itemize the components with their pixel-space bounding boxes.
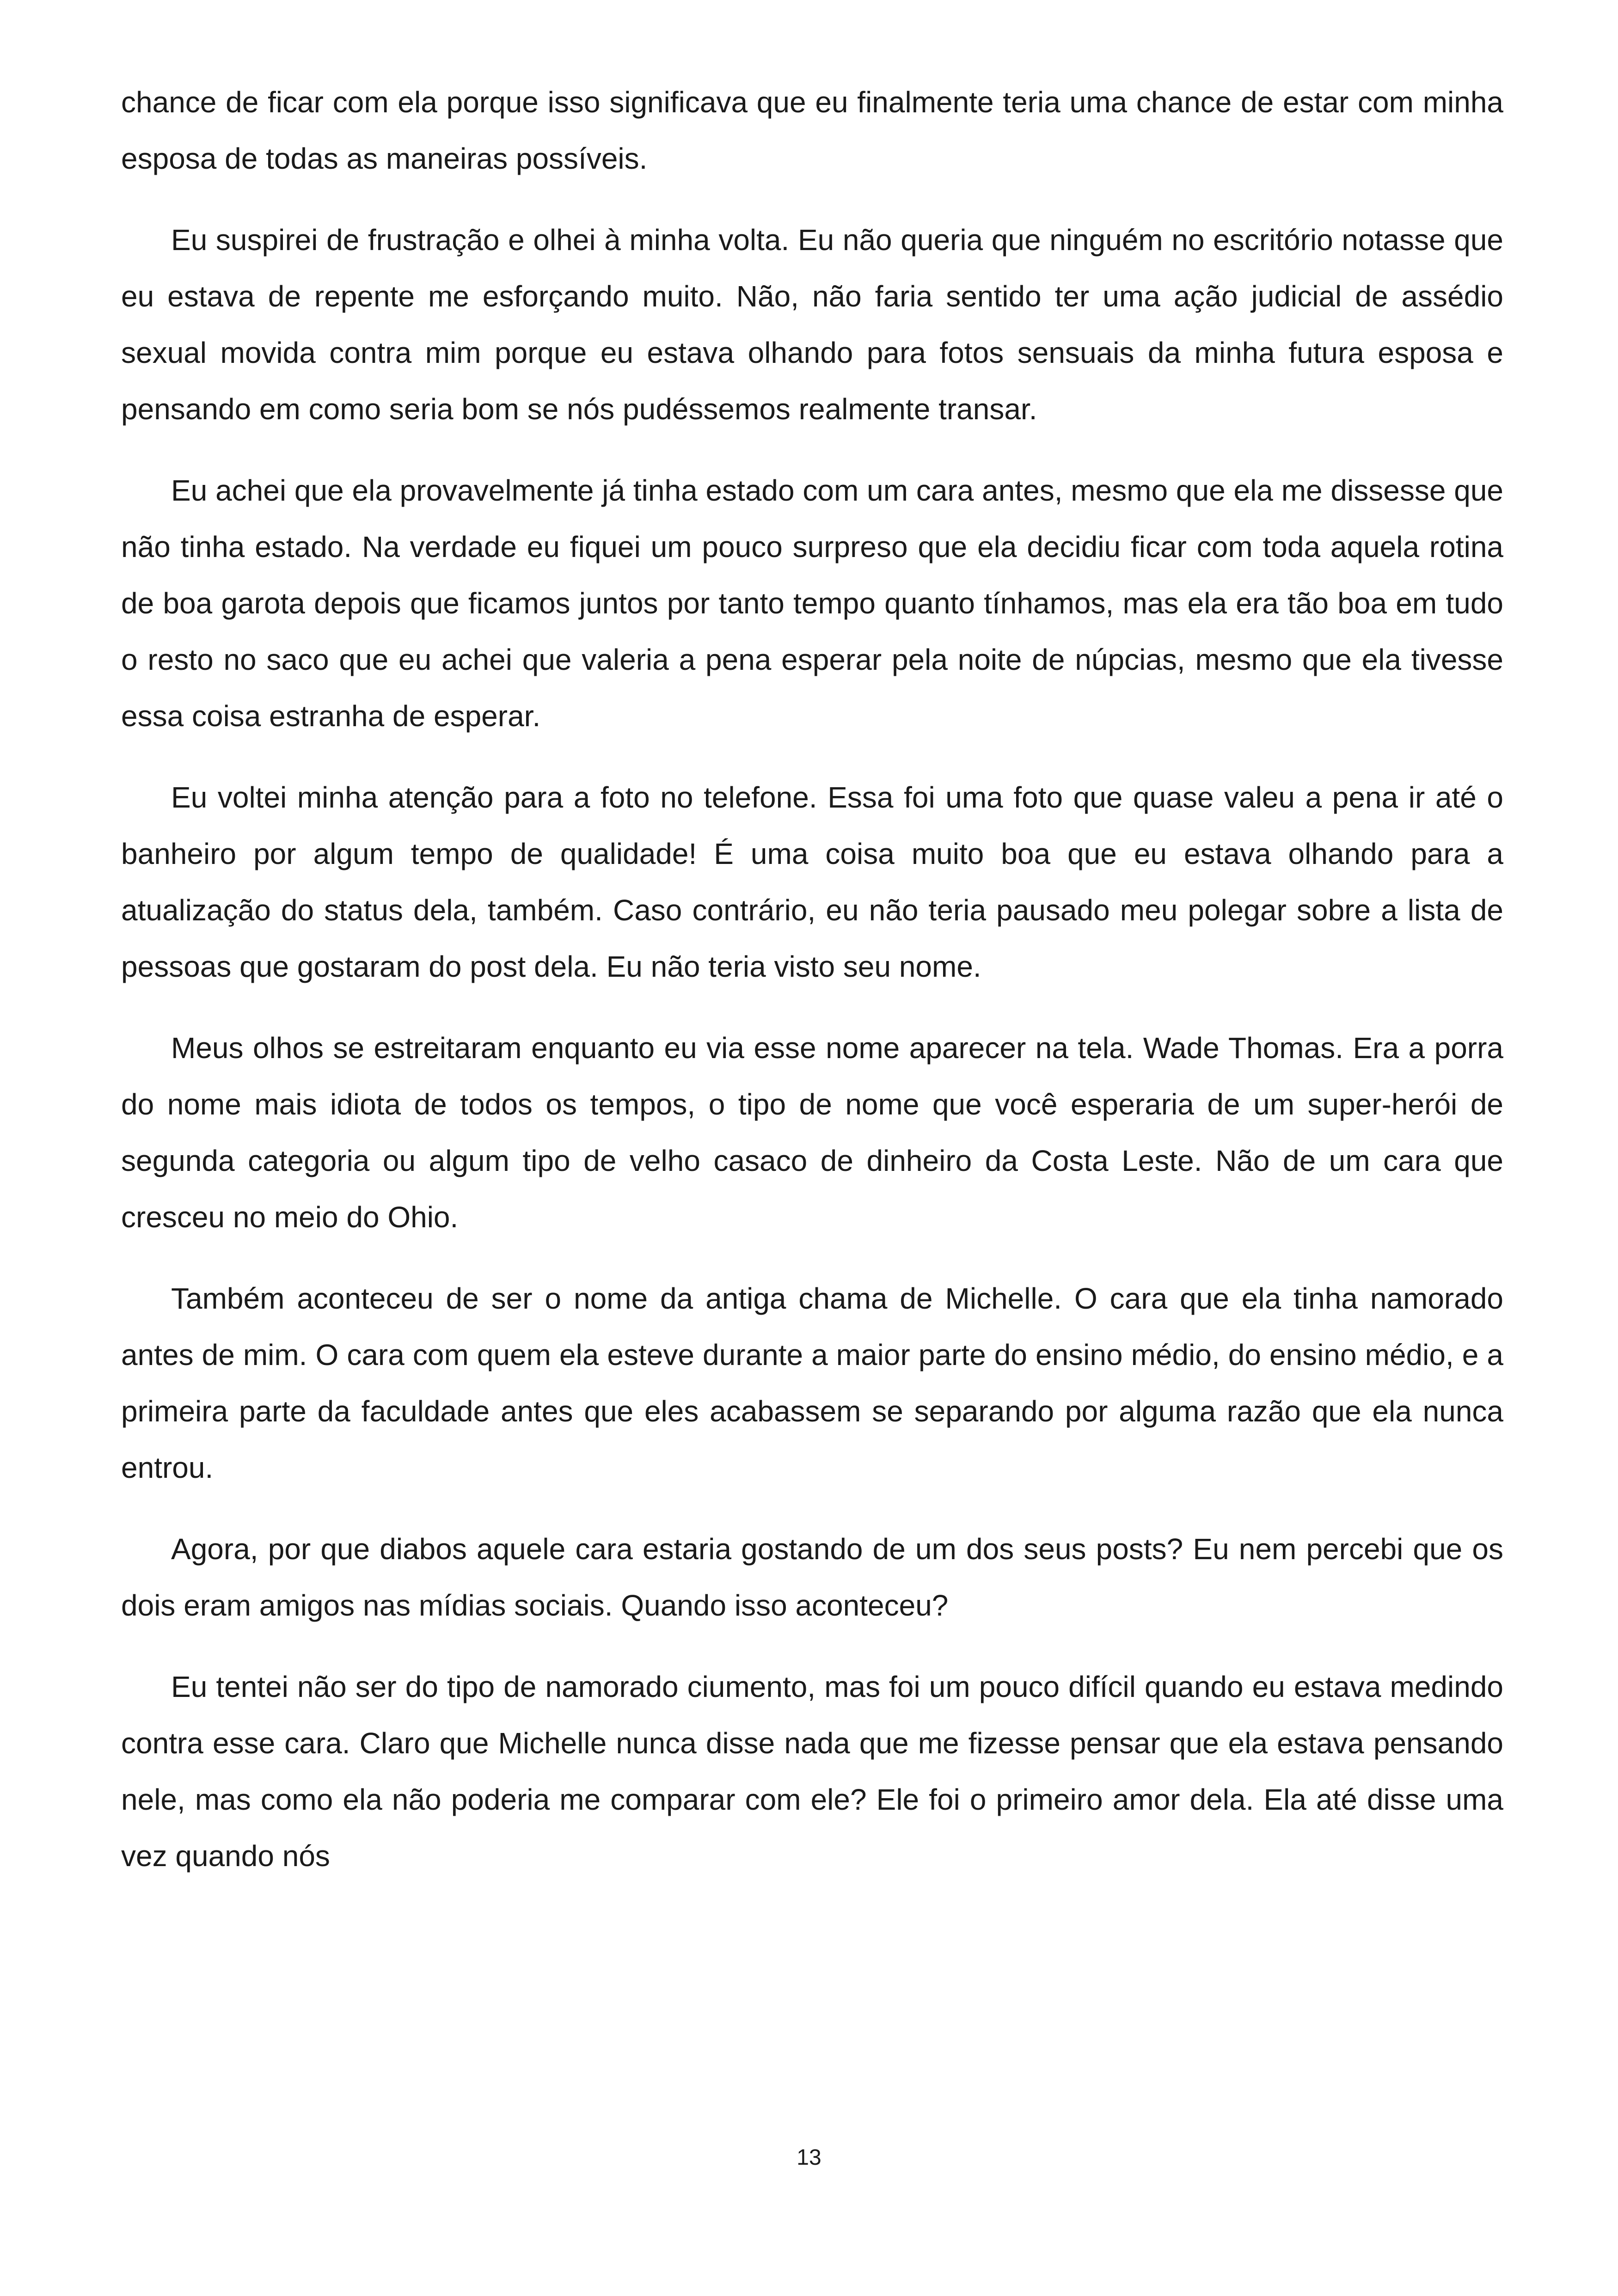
- paragraph: chance de ficar com ela porque isso significava que eu finalmente teria uma chance de estar com minha esposa de todas as maneiras possíveis.: [121, 86, 1503, 175]
- paragraph: Também aconteceu de ser o nome da antiga chama de Michelle. O cara que ela tinha namorado antes de mim. O cara com quem ela esteve durante a maior parte do ensino médio, do ensino médio, e a primeira parte da faculdade antes que eles acabassem se separando por alguma razão que ela nunca entrou.: [121, 1282, 1503, 1484]
- page-number: 13: [797, 2145, 821, 2170]
- body-text: [121, 74, 1503, 1909]
- paragraph: Eu tentei não ser do tipo de namorado ciumento, mas foi um pouco difícil quando eu estava medindo contra esse cara. Claro que Michelle nunca disse nada que me fizesse pensar que ela estava pensando nele, mas como ela não poderia me comparar com ele? Ele foi o primeiro amor dela. Ela até disse uma vez quando nós: [121, 1670, 1503, 1873]
- paragraph: Agora, por que diabos aquele cara estaria gostando de um dos seus posts? Eu nem percebi que os dois eram amigos nas mídias sociais. Quando isso aconteceu?: [121, 1532, 1503, 1622]
- paragraph: Eu achei que ela provavelmente já tinha estado com um cara antes, mesmo que ela me dissesse que não tinha estado. Na verdade eu fiquei um pouco surpreso que ela decidiu ficar com toda aquela rotina de boa garota depois que ficamos juntos por tanto tempo quanto tínhamos, mas ela era tão boa em tudo o resto no saco que eu achei que valeria a pena esperar pela noite de núpcias, mesmo que ela tivesse essa coisa estranha de esperar.: [121, 474, 1503, 733]
- paragraph: Eu suspirei de frustração e olhei à minha volta. Eu não queria que ninguém no escritório notasse que eu estava de repente me esforçando muito. Não, não faria sentido ter uma ação judicial de assédio sexual movida contra mim porque eu estava olhando para fotos sensuais da minha futura esposa e pensando em como seria bom se nós pudéssemos realmente transar.: [121, 223, 1503, 426]
- paragraph: Eu voltei minha atenção para a foto no telefone. Essa foi uma foto que quase valeu a pena ir até o banheiro por algum tempo de qualidade! É uma coisa muito boa que eu estava olhando para a atualização do status dela, também. Caso contrário, eu não teria pausado meu polegar sobre a lista de pessoas que gostaram do post dela. Eu não teria visto seu nome.: [121, 781, 1503, 983]
- paragraph: Meus olhos se estreitaram enquanto eu via esse nome aparecer na tela. Wade Thomas. Era a porra do nome mais idiota de todos os tempos, o tipo de nome que você esperaria de um super-herói de segunda categoria ou algum tipo de velho casaco de dinheiro da Costa Leste. Não de um cara que cresceu no meio do Ohio.: [121, 1031, 1503, 1234]
